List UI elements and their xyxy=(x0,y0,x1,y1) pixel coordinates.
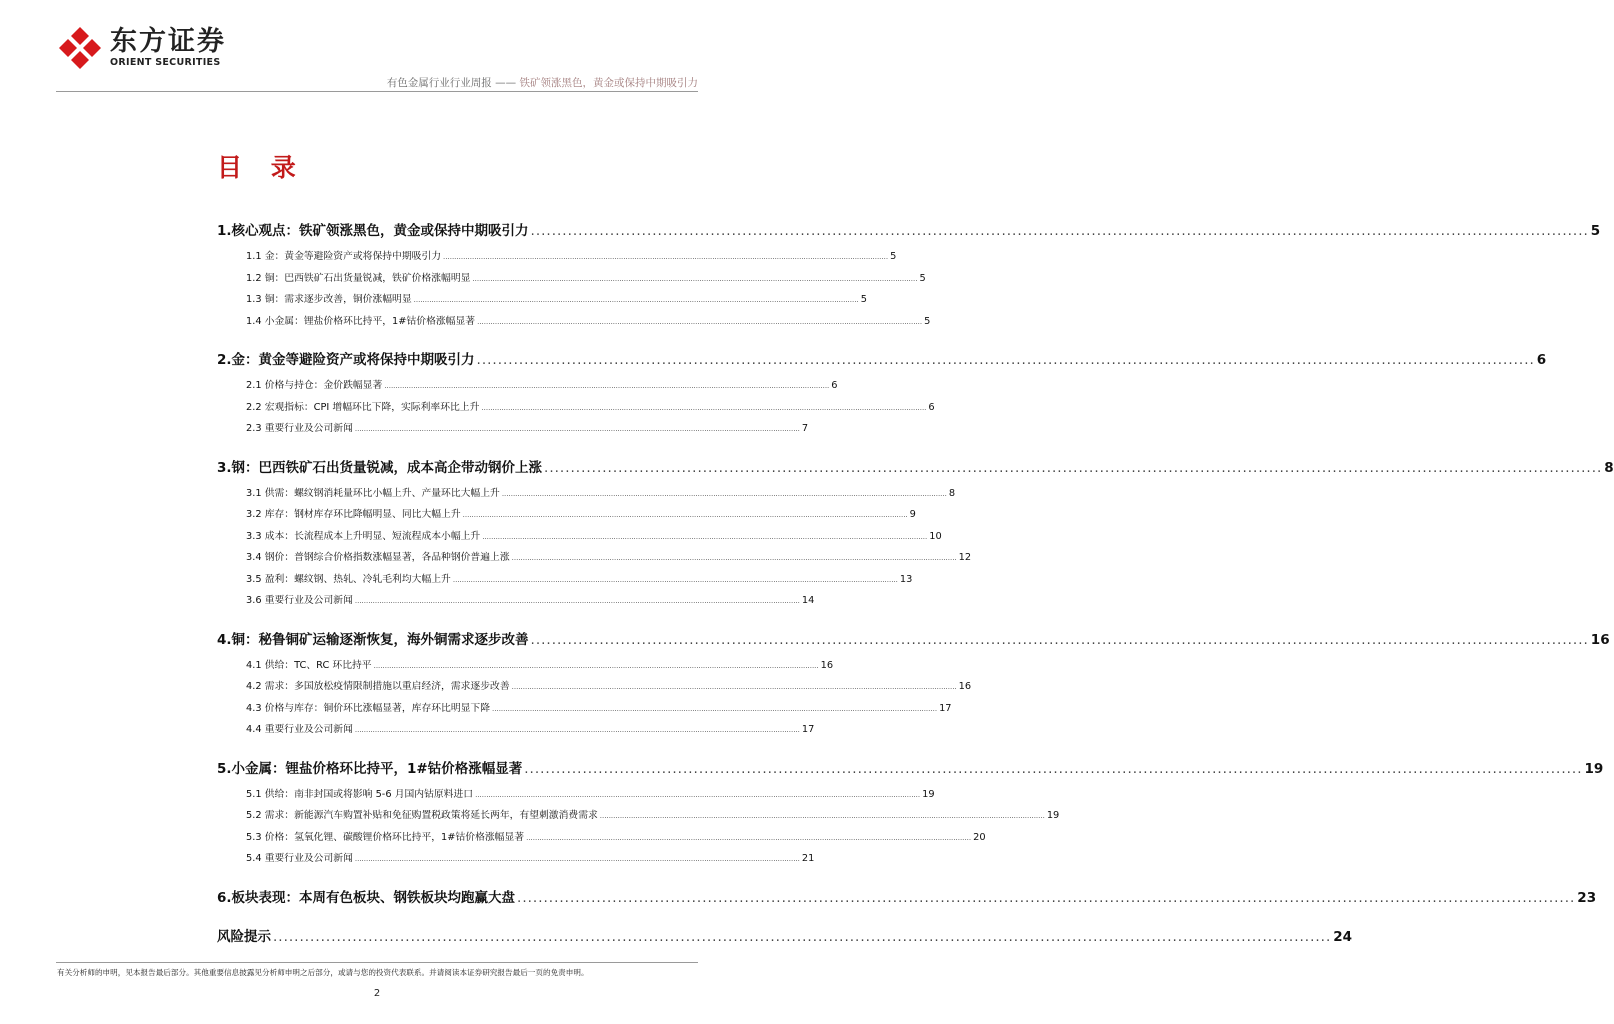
toc-page-number: 24 xyxy=(1333,928,1353,945)
toc-item-label: 2.1 价格与持仓：金价跌幅显著 xyxy=(246,380,383,391)
toc-section-2[interactable] xyxy=(217,349,1547,371)
toc-page-number: 20 xyxy=(973,831,986,843)
toc-section-3[interactable] xyxy=(217,457,1614,479)
toc-item-5-2[interactable] xyxy=(246,805,1060,827)
toc-page-number: 10 xyxy=(929,530,942,542)
toc-page-number: 19 xyxy=(1046,810,1060,821)
logo-chinese-name: 东方证券 xyxy=(110,26,226,57)
toc-item-label: 4.3 价格与库存：铜价环比涨幅显著，库存环比明显下降 xyxy=(246,702,491,714)
toc-item-label: 4.2 需求：多国放松疫情限制措施以重启经济，需求逐步改善 xyxy=(246,681,510,692)
toc-section-label: 4.铜：秘鲁铜矿运输逐渐恢复，海外铜需求逐步改善 xyxy=(217,631,529,648)
toc-item-label: 3.5 盈利：螺纹钢、热轧、冷轧毛利均大幅上升 xyxy=(246,573,451,585)
toc-item-3-5[interactable] xyxy=(246,569,913,591)
toc-item-label: 4.1 供给：TC、RC 环比持平 xyxy=(246,659,372,671)
toc-page-number: 8 xyxy=(1604,459,1614,476)
toc-page-number: 6 xyxy=(928,401,935,413)
toc-section-4[interactable] xyxy=(217,629,1610,651)
toc-page-number: 9 xyxy=(909,509,916,520)
toc-item-3-1[interactable] xyxy=(246,483,956,505)
toc-page-number: 17 xyxy=(939,702,952,714)
toc-item-2-1[interactable] xyxy=(246,375,838,397)
table-of-contents xyxy=(217,214,1614,948)
toc-page-number: 16 xyxy=(958,681,972,692)
toc-item-3-6[interactable] xyxy=(246,590,815,612)
toc-page-number: 5 xyxy=(919,272,926,284)
toc-item-label: 2.2 宏观指标：CPI 增幅环比下降，实际利率环比上升 xyxy=(246,401,480,413)
orient-securities-logo-icon xyxy=(56,24,104,72)
toc-page-number: 13 xyxy=(899,573,913,585)
logo-english-name: ORIENT SECURITIES xyxy=(110,57,221,68)
toc-section-label: 风险提示 xyxy=(217,928,271,945)
toc-item-1-4[interactable] xyxy=(246,311,931,333)
toc-item-label: 4.4 重要行业及公司新闻 xyxy=(246,724,353,735)
toc-page-number: 5 xyxy=(860,294,867,305)
toc-item-3-4[interactable] xyxy=(246,547,972,569)
toc-item-4-3[interactable] xyxy=(246,698,952,720)
toc-item-label: 3.3 成本：长流程成本上升明显、短流程成本小幅上升 xyxy=(246,530,481,542)
toc-item-label: 1.4 小金属：锂盐价格环比持平，1#钴价格涨幅显著 xyxy=(246,315,476,327)
toc-page-number: 21 xyxy=(801,853,815,864)
toc-item-label: 2.3 重要行业及公司新闻 xyxy=(246,423,353,434)
page-number: 2 xyxy=(373,988,381,999)
toc-item-1-2[interactable] xyxy=(246,268,926,290)
toc-page-number: 19 xyxy=(1584,760,1604,777)
toc-page-number: 23 xyxy=(1577,889,1597,906)
toc-page-number: 6 xyxy=(1536,352,1547,368)
toc-page-number: 8 xyxy=(948,487,956,499)
toc-item-label: 1.3 铜：需求逐步改善，铜价涨幅明显 xyxy=(246,294,412,305)
toc-item-label: 3.4 钢价：普钢综合价格指数涨幅显著，各品种钢价普遍上涨 xyxy=(246,552,510,563)
toc-page-number: 19 xyxy=(922,788,935,800)
toc-item-label: 3.2 库存：钢材库存环比降幅明显、同比大幅上升 xyxy=(246,509,461,520)
toc-page-number: 7 xyxy=(801,423,809,434)
toc-page-number: 16 xyxy=(1590,631,1610,648)
toc-section-label: 1.核心观点：铁矿领涨黑色，黄金或保持中期吸引力 xyxy=(217,223,529,239)
toc-page-number: 5 xyxy=(1590,223,1601,239)
report-header-title xyxy=(387,75,698,90)
toc-item-label: 5.3 价格：氢氧化锂、碳酸锂价格环比持平，1#钴价格涨幅显著 xyxy=(246,831,525,843)
footer-divider xyxy=(56,962,698,963)
toc-section-label: 5.小金属：锂盐价格环比持平，1#钴价格涨幅显著 xyxy=(217,760,523,777)
toc-section-risk[interactable] xyxy=(217,926,1353,948)
toc-item-label: 3.1 供需：螺纹钢消耗量环比小幅上升、产量环比大幅上升 xyxy=(246,487,500,499)
toc-section-label: 3.钢：巴西铁矿石出货量锐减，成本高企带动钢价上涨 xyxy=(217,459,543,476)
toc-item-4-1[interactable] xyxy=(246,655,834,677)
toc-page-number: 6 xyxy=(831,380,838,391)
toc-item-2-3[interactable] xyxy=(246,418,809,440)
toc-section-6[interactable] xyxy=(217,887,1597,909)
toc-section-label: 2.金：黄金等避险资产或将保持中期吸引力 xyxy=(217,352,475,368)
toc-page-number: 12 xyxy=(958,552,972,563)
toc-item-5-1[interactable] xyxy=(246,784,935,806)
toc-page-number: 16 xyxy=(820,659,834,671)
toc-item-3-2[interactable] xyxy=(246,504,916,526)
toc-item-label: 1.2 铜：巴西铁矿石出货量锐减，铁矿价格涨幅明显 xyxy=(246,272,471,284)
toc-page-number: 17 xyxy=(801,724,815,735)
toc-item-4-2[interactable] xyxy=(246,676,972,698)
toc-section-label: 6.板块表现：本周有色板块、钢铁板块均跑赢大盘 xyxy=(217,889,516,906)
toc-section-5[interactable] xyxy=(217,758,1604,780)
toc-item-4-4[interactable] xyxy=(246,719,815,741)
toc-item-2-2[interactable] xyxy=(246,397,935,419)
report-subtitle: 铁矿领涨黑色，黄金或保持中期吸引力 xyxy=(519,77,698,89)
toc-item-label: 1.1 金：黄金等避险资产或将保持中期吸引力 xyxy=(246,251,442,262)
toc-item-1-1[interactable] xyxy=(246,246,897,268)
toc-page-number: 5 xyxy=(890,251,897,262)
toc-page-number: 5 xyxy=(924,315,931,327)
toc-page-number: 14 xyxy=(801,595,815,606)
report-title: 有色金属行业行业周报 xyxy=(386,77,492,89)
toc-item-label: 5.1 供给：南非封国或将影响 5-6 月国内钴原料进口 xyxy=(246,788,474,800)
toc-item-label: 5.4 重要行业及公司新闻 xyxy=(246,853,353,864)
toc-item-5-3[interactable] xyxy=(246,827,986,849)
toc-item-label: 5.2 需求：新能源汽车购置补贴和免征购置税政策将延长两年，有望刺激消费需求 xyxy=(246,810,598,821)
page-title: 目 录 xyxy=(217,153,306,182)
header-divider xyxy=(56,91,698,92)
toc-item-label: 3.6 重要行业及公司新闻 xyxy=(246,595,353,606)
toc-item-3-3[interactable] xyxy=(246,526,942,548)
footer-disclaimer: 有关分析师的申明，见本报告最后部分。其他重要信息披露见分析师申明之后部分，或请与您的投资代表联系。并请阅读本证券研究报告最后一页的免责申明。 xyxy=(57,968,589,977)
toc-section-1[interactable] xyxy=(217,220,1601,242)
company-logo xyxy=(56,24,226,72)
header-separator: —— xyxy=(495,77,517,89)
toc-item-5-4[interactable] xyxy=(246,848,815,870)
toc-item-1-3[interactable] xyxy=(246,289,867,311)
